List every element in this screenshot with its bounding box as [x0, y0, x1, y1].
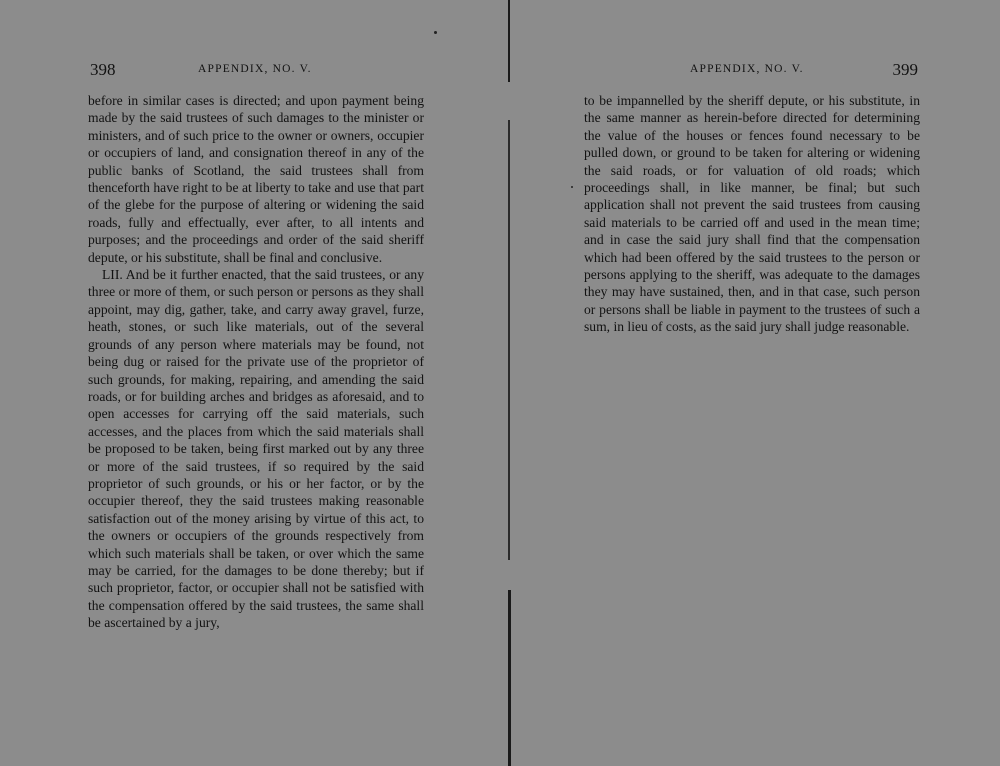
page-body [88, 92, 424, 632]
page-gutter [508, 120, 510, 560]
page-gutter [508, 0, 510, 82]
page-header [584, 60, 920, 80]
ink-speck [434, 31, 437, 34]
left-page [88, 0, 424, 766]
running-head: APPENDIX, NO. V. [690, 63, 804, 75]
page-header [88, 60, 424, 80]
page-gutter [508, 590, 511, 766]
paragraph: before in similar cases is directed; and upon payment being made by the said trustees of such damages to the minister or ministers, and of such price to the owner or owners, occupier or occupiers of land, and consignation thereof in any of the public banks of Scotland, the said trustees shall from thenceforth have right to be at liberty to take and use that part of the glebe for the purpose of altering or widening the said roads, fully and effectually, ever after, to all intents and purposes; and the proceedings and order of the said sheriff depute, or his substitute, shall be final and conclusive. [88, 93, 424, 265]
paragraph: LII. And be it further enacted, that the said trustees, or any three or more of them, or such person or persons as they shall appoint, may dig, gather, take, and carry away gravel, furze, heath, stones, or such like materials, out of the several grounds of any person where materials may be found, not being dug or raised for the private use of the proprietor of such grounds, for making, repairing, and amending the said roads, or for building arches and bridges as aforesaid, and to open accesses for carrying off the said materials, such accesses, and the places from which the said materials shall be proposed to be taken, being first marked out by any three or more of the said trustees, if so required by the said proprietor of such grounds, or his or her factor, or by the occupier thereof, they the said trustees making reasonable satisfaction out of the money arising by virtue of this act, to the owners or occupiers of the grounds respectively from which such materials shall be taken, or over which the same may be carried, for the damages to be done thereby; but if such proprietor, factor, or occupier shall not be satisfied with the compensation offered by the said trustees, the same shall be ascertained by a jury, [88, 267, 424, 631]
ink-speck [571, 186, 573, 188]
paragraph: to be impannelled by the sheriff depute, or his substitute, in the same manner as herein-before directed for determining the value of the houses or fences found necessary to be pulled down, or ground to be taken for altering or widening the said roads, or for valuation of old roads; which proceedings shall, in like manner, be final; but such application shall not prevent the said trustees from causing said materials to be carried off and used in the mean time; and in case the said jury shall find that the compensation which had been offered by the said trustees to the person or persons applying to the sheriff, was adequate to the damages they may have sustained, then, and in that case, such person or persons shall be liable in payment to the trustees of such a sum, in lieu of costs, as the said jury shall judge reasonable. [584, 93, 920, 335]
page-number: 398 [90, 60, 116, 79]
page-body [584, 92, 920, 336]
running-head: APPENDIX, NO. V. [198, 63, 312, 75]
page-number: 399 [892, 60, 918, 79]
right-page [584, 0, 920, 766]
